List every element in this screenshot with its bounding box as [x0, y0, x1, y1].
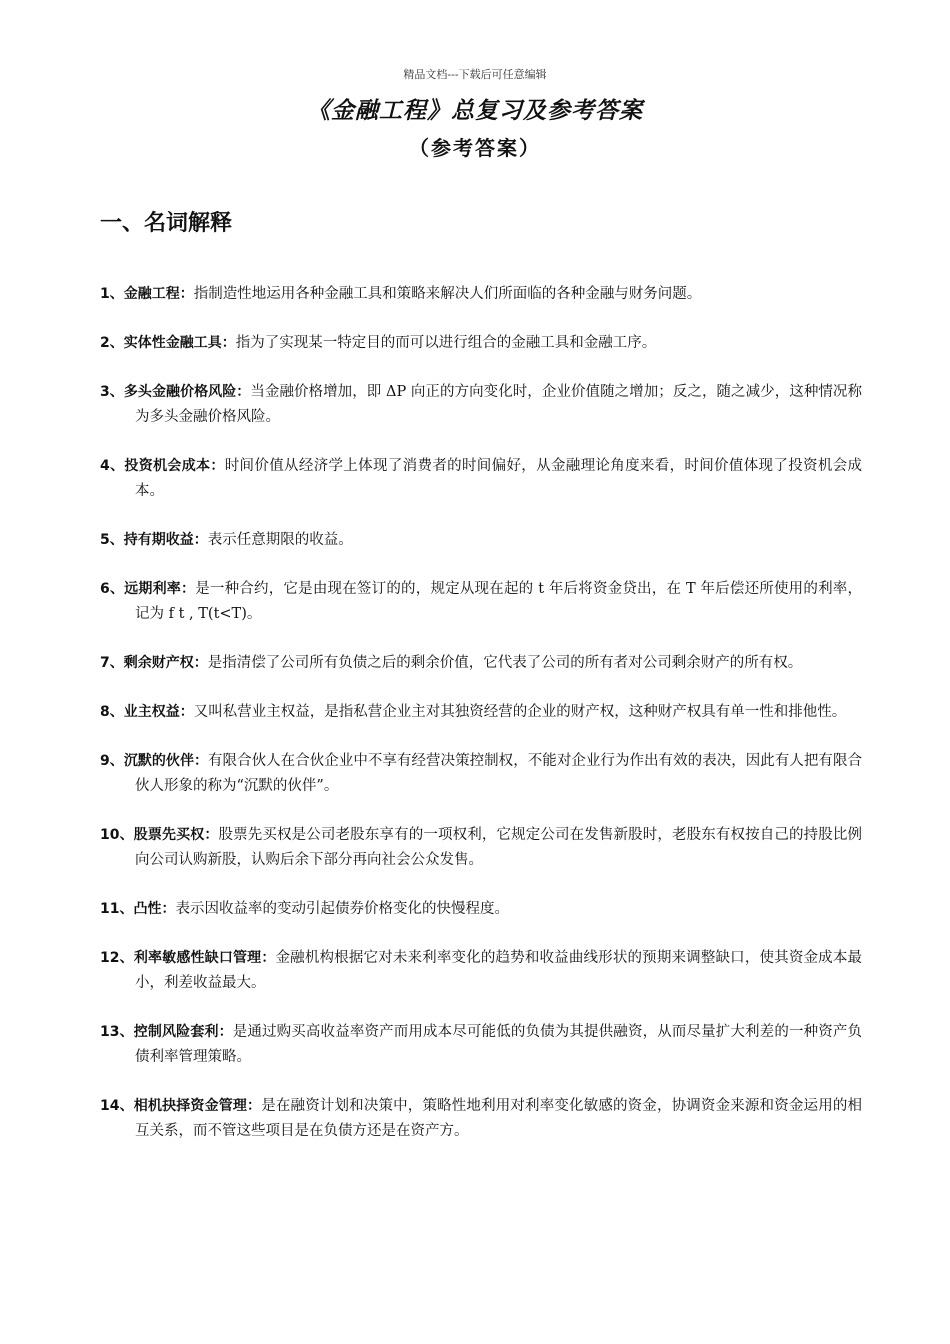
term-number: 4、: [100, 458, 125, 474]
term-item: [100, 331, 862, 356]
term-number: 11、: [100, 901, 134, 917]
term-number: 14、: [100, 1098, 134, 1114]
term-name: 相机抉择资金管理：: [133, 1098, 262, 1114]
term-name: 利率敏感性缺口管理：: [133, 950, 276, 966]
term-number: 6、: [100, 581, 125, 597]
term-number: 1、: [100, 286, 124, 302]
term-number: 3、: [100, 384, 124, 400]
term-definition: 时间价值从经济学上体现了消费者的时间偏好，从金融理论角度来看，时间价值体现了投资机会成本。: [135, 458, 863, 499]
term-name: 金融工程：: [123, 286, 194, 302]
term-number: 8、: [100, 704, 124, 720]
term-item: [100, 454, 862, 504]
term-name: 远期利率：: [124, 581, 196, 597]
term-definition: 股票先买权是公司老股东享有的一项权利，它规定公司在发售新股时，老股东有权按自己的持股比例向公司认购新股，认购后余下部分再向社会公众发售。: [135, 827, 863, 868]
header-note: 精品文档---下载后可任意编辑: [403, 68, 547, 81]
term-name: 剩余财产权：: [123, 655, 208, 671]
term-definition: 指制造性地运用各种金融工具和策略来解决人们所面临的各种金融与财务问题。: [193, 286, 702, 302]
term-number: 12、: [100, 950, 134, 966]
term-definition: 有限合伙人在合伙企业中不享有经营决策控制权，不能对企业行为作出有效的表决，因此有人把有限合伙人形象的称为“沉默的伙伴”。: [135, 753, 862, 794]
term-definition: 指为了实现某一特定目的而可以进行组合的金融工具和金融工序。: [235, 335, 657, 351]
term-name: 投资机会成本：: [124, 458, 225, 474]
term-item: [100, 380, 862, 430]
term-name: 沉默的伙伴：: [123, 753, 209, 769]
term-item: [100, 749, 862, 799]
term-definition: 是指清偿了公司所有负债之后的剩余价值，它代表了公司的所有者对公司剩余财产的所有权。: [207, 655, 803, 671]
document-subtitle: （参考答案）: [409, 136, 541, 160]
term-number: 9、: [100, 753, 124, 769]
term-number: 10、: [100, 827, 134, 843]
term-item: [100, 700, 862, 725]
section-heading: 一、名词解释: [100, 211, 233, 236]
term-name: 控制风险套利：: [133, 1024, 233, 1040]
term-name: 持有期收益：: [123, 532, 208, 548]
term-name: 实体性金融工具：: [123, 335, 236, 351]
term-name: 凸性：: [133, 901, 176, 917]
term-name: 多头金融价格风险：: [123, 384, 251, 400]
term-number: 13、: [100, 1024, 134, 1040]
term-item: [100, 946, 862, 996]
term-definition: 当金融价格增加，即 ΔP 向正的方向变化时，企业价值随之增加；反之，随之减少，这种情况称为多头金融价格风险。: [135, 384, 862, 425]
term-number: 7、: [100, 655, 124, 671]
term-item: [100, 1094, 862, 1144]
document-title: 《金融工程》总复习及参考答案: [307, 97, 643, 124]
term-definition: 是一种合约，它是由现在签订的的，规定从现在起的 t 年后将资金贷出，在 T 年后偿还所使用的利率，记为 f t , T(t<T)。: [135, 581, 863, 622]
term-definition: 是在融资计划和决策中，策略性地利用对利率变化敏感的资金，协调资金来源和资金运用的相互关系，而不管这些项目是在负债方还是在资产方。: [135, 1098, 863, 1139]
term-item: [100, 282, 862, 307]
term-item: [100, 651, 862, 676]
term-item: [100, 577, 862, 627]
term-number: 2、: [100, 335, 124, 351]
term-definition: 又叫私营业主权益，是指私营企业主对其独资经营的企业的财产权，这种财产权具有单一性和排他性。: [193, 704, 847, 720]
term-definition: 金融机构根据它对未来利率变化的趋势和收益曲线形状的预期来调整缺口，使其资金成本最小，利差收益最大。: [135, 950, 863, 991]
term-name: 股票先买权：: [133, 827, 219, 843]
term-definition: 是通过购买高收益率资产而用成本尽可能低的负债为其提供融资，从而尽量扩大利差的一种资产负债利率管理策略。: [135, 1024, 863, 1065]
term-item: [100, 823, 862, 873]
term-number: 5、: [100, 532, 124, 548]
term-item: [100, 1020, 862, 1070]
term-name: 业主权益：: [123, 704, 194, 720]
term-item: [100, 528, 862, 553]
term-list: [100, 282, 862, 1168]
term-definition: 表示任意期限的收益。: [207, 532, 353, 548]
term-definition: 表示因收益率的变动引起债券价格变化的快慢程度。: [175, 901, 509, 917]
term-item: [100, 897, 862, 922]
